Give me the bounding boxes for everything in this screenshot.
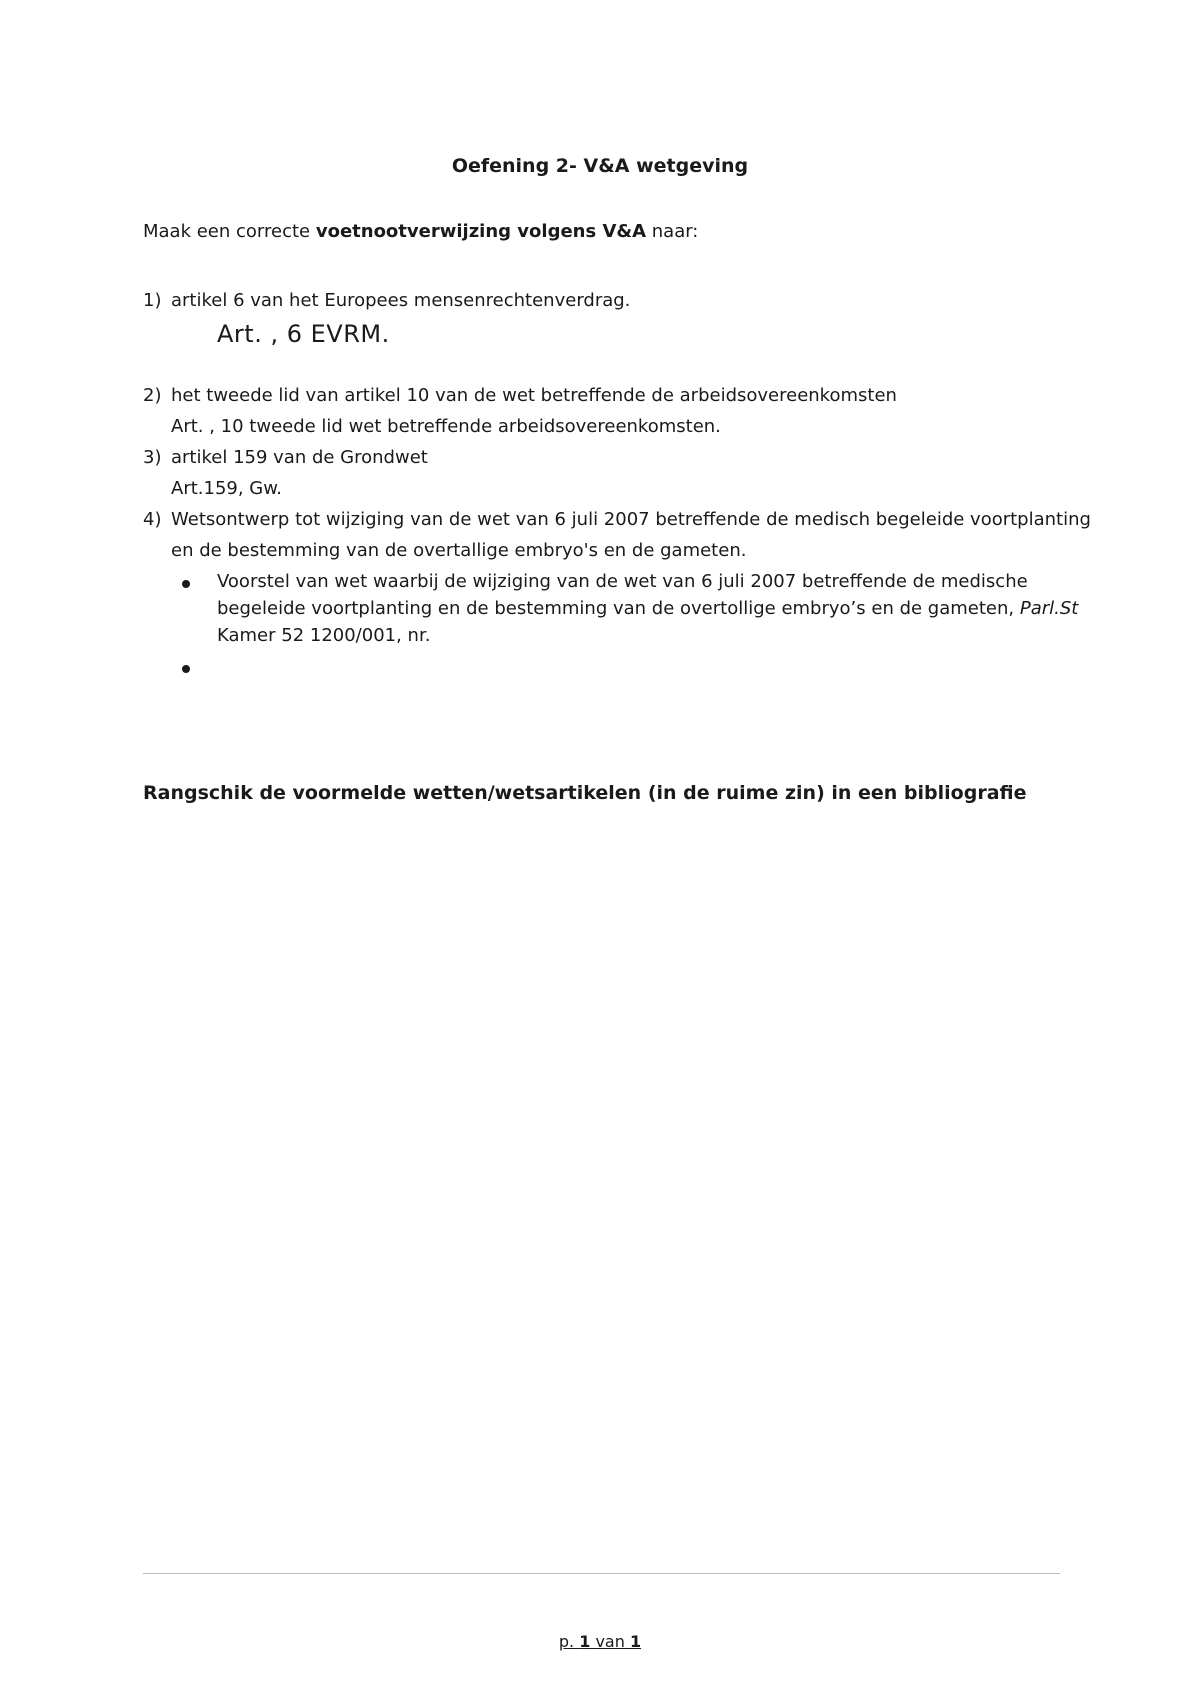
bullet-1-line2-italic: Parl.St [1019,598,1079,619]
item-4-text-line1: Wetsontwerp tot wijziging van de wet van 6 juli 2007 betreffende de medisch begeleide voortplanting [171,509,1091,530]
bullet-marker [182,580,190,588]
item-3-number: 3) [143,447,162,468]
item-1-text: artikel 6 van het Europees mensenrechtenverdrag. [171,290,631,311]
footer-divider [143,1573,1060,1574]
item-3-answer: Art.159, Gw. [171,478,283,499]
bullet-1-line1: Voorstel van wet waarbij de wijziging van de wet van 6 juli 2007 betreffende de medische [217,571,1028,592]
footer-page-number: 1 [579,1632,591,1651]
item-2-answer: Art. , 10 tweede lid wet betreffende arbeidsovereenkomsten. [171,416,721,437]
bullet-1-line2 [217,598,1078,619]
section-heading-bibliography: Rangschik de voormelde wetten/wetsartikelen (in de ruime zin) in een bibliografie [143,782,1027,804]
item-3-text: artikel 159 van de Grondwet [171,447,428,468]
intro-suffix: naar: [646,221,699,242]
intro-prefix: Maak een correcte [143,221,316,242]
footer-middle: van [590,1632,630,1651]
item-4-number: 4) [143,509,162,530]
item-1-answer: Art. , 6 EVRM. [217,320,390,348]
footer-page-total: 1 [629,1632,642,1651]
bullet-1-line3: Kamer 52 1200/001, nr. [217,625,431,646]
item-2-number: 2) [143,385,162,406]
intro-bold: voetnootverwijzing volgens V&A [315,221,647,242]
footer-prefix: p. [558,1632,580,1651]
item-2-text: het tweede lid van artikel 10 van de wet betreffende de arbeidsovereenkomsten [171,385,897,406]
bullet-marker [182,665,190,673]
intro-paragraph [143,221,698,242]
bullet-1-line2-text: begeleide voortplanting en de bestemming van de overtollige embryo’s en de gameten, [217,598,1020,619]
document-title: Oefening 2- V&A wetgeving [451,155,749,177]
item-1-number: 1) [143,290,162,311]
page-footer [0,1632,1200,1651]
item-4-text-line2: en de bestemming van de overtallige embryo's en de gameten. [171,540,747,561]
